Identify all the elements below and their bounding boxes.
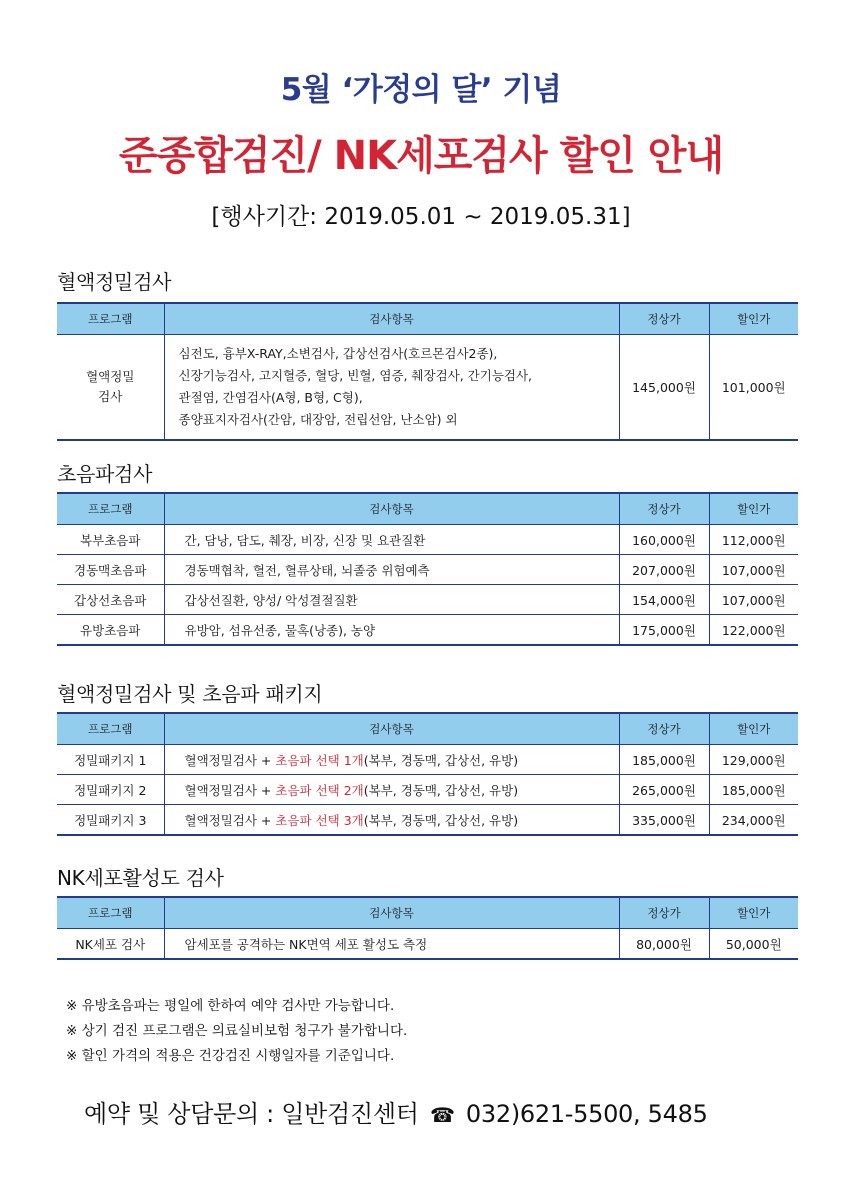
regular-price: 185,000원 xyxy=(619,745,709,775)
table-row xyxy=(57,585,798,615)
table-row xyxy=(57,805,798,836)
items-line: 종양표지자검사(간암, 대장암, 전립선암, 난소암) 외 xyxy=(178,412,458,427)
table-row xyxy=(57,555,798,585)
section-title-blood: 혈액정밀검사 xyxy=(57,270,172,294)
items-line: 관절염, 간염검사(A형, B형, C형), xyxy=(178,390,363,405)
program-line: 혈액정밀 xyxy=(86,369,135,384)
note-item: ※ 할인 가격의 적용은 건강검진 시행일자를 기준입니다. xyxy=(66,1048,395,1064)
program-cell: 정밀패키지 3 xyxy=(57,805,164,836)
regular-price: 207,000원 xyxy=(619,555,709,585)
contact-label: 예약 및 상담문의 : 일반검진센터 xyxy=(84,1100,419,1128)
note-item: ※ 상기 검진 프로그램은 의료실비보험 청구가 불가합니다. xyxy=(66,1023,408,1039)
items-text: (복부, 경동맥, 갑상선, 유방) xyxy=(363,752,519,768)
col-items: 검사항목 xyxy=(164,493,619,525)
section-title-ultrasound: 초음파검사 xyxy=(57,462,153,486)
regular-price: 80,000원 xyxy=(619,929,709,960)
table-blood xyxy=(57,302,798,441)
items-text: 혈액정밀검사 + xyxy=(184,782,276,798)
note-item: ※ 유방초음파는 평일에 한하여 예약 검사만 가능합니다. xyxy=(66,998,395,1014)
col-discount: 할인가 xyxy=(709,897,798,929)
table-row xyxy=(57,929,798,960)
program-cell: 정밀패키지 1 xyxy=(57,745,164,775)
table-ultrasound xyxy=(57,492,798,646)
regular-price: 154,000원 xyxy=(619,585,709,615)
items-cell: 유방암, 섬유선종, 물혹(낭종), 농양 xyxy=(164,615,619,646)
items-highlight: 초음파 선택 1개 xyxy=(275,752,364,768)
col-regular: 정상가 xyxy=(619,493,709,525)
items-line: 심전도, 흉부X-RAY,소변검사, 갑상선검사(호르몬검사2종), xyxy=(178,346,498,361)
items-cell xyxy=(164,745,619,775)
discount-price: 50,000원 xyxy=(709,929,798,960)
table-nk xyxy=(57,896,798,960)
discount-price: 234,000원 xyxy=(709,805,798,836)
discount-price: 122,000원 xyxy=(709,615,798,646)
col-regular: 정상가 xyxy=(619,713,709,745)
table-header xyxy=(57,303,798,335)
col-regular: 정상가 xyxy=(619,897,709,929)
items-text: (복부, 경동맥, 갑상선, 유방) xyxy=(363,782,519,798)
table-header xyxy=(57,713,798,745)
col-program: 프로그램 xyxy=(57,713,164,745)
discount-price: 101,000원 xyxy=(709,335,798,441)
program-cell: 복부초음파 xyxy=(57,525,164,555)
phone-icon: ☎ xyxy=(429,1103,455,1127)
items-cell: 경동맥협착, 혈전, 혈류상태, 뇌졸중 위험예측 xyxy=(164,555,619,585)
program-cell: 유방초음파 xyxy=(57,615,164,646)
section-title-package: 혈액정밀검사 및 초음파 패키지 xyxy=(57,682,323,706)
items-text: 혈액정밀검사 + xyxy=(184,812,276,828)
items-cell: 간, 담낭, 담도, 췌장, 비장, 신장 및 요관질환 xyxy=(164,525,619,555)
col-discount: 할인가 xyxy=(709,493,798,525)
table-row xyxy=(57,335,798,441)
program-cell: 경동맥초음파 xyxy=(57,555,164,585)
discount-price: 112,000원 xyxy=(709,525,798,555)
items-text: 혈액정밀검사 + xyxy=(184,752,276,768)
regular-price: 335,000원 xyxy=(619,805,709,836)
table-row xyxy=(57,525,798,555)
table-header xyxy=(57,493,798,525)
items-cell xyxy=(164,775,619,805)
regular-price: 145,000원 xyxy=(619,335,709,441)
table-header xyxy=(57,897,798,929)
contact-phone: 032)621-5500, 5485 xyxy=(465,1100,708,1128)
col-items: 검사항목 xyxy=(164,303,619,335)
notes xyxy=(66,994,407,1069)
table-row xyxy=(57,745,798,775)
regular-price: 160,000원 xyxy=(619,525,709,555)
items-cell xyxy=(164,805,619,836)
items-cell: 갑상선질환, 양성/ 악성결절질환 xyxy=(164,585,619,615)
items-text: (복부, 경동맥, 갑상선, 유방) xyxy=(363,812,519,828)
discount-price: 129,000원 xyxy=(709,745,798,775)
discount-price: 185,000원 xyxy=(709,775,798,805)
col-discount: 할인가 xyxy=(709,303,798,335)
col-items: 검사항목 xyxy=(164,713,619,745)
col-regular: 정상가 xyxy=(619,303,709,335)
items-line: 신장기능검사, 고지혈증, 혈당, 빈혈, 염증, 췌장검사, 간기능검사, xyxy=(178,368,533,383)
col-discount: 할인가 xyxy=(709,713,798,745)
event-period: [행사기간: 2019.05.01 ~ 2019.05.31] xyxy=(211,204,631,230)
headline-main: 준종합검진/ NK세포검사 할인 안내 xyxy=(118,133,724,179)
program-cell: 정밀패키지 2 xyxy=(57,775,164,805)
section-title-nk: NK세포활성도 검사 xyxy=(57,866,224,890)
discount-price: 107,000원 xyxy=(709,555,798,585)
program-cell xyxy=(57,335,164,441)
headline-month: 5월 ‘가정의 달’ 기념 xyxy=(280,72,562,108)
program-cell: 갑상선초음파 xyxy=(57,585,164,615)
items-highlight: 초음파 선택 3개 xyxy=(275,812,364,828)
program-cell: NK세포 검사 xyxy=(57,929,164,960)
col-program: 프로그램 xyxy=(57,897,164,929)
table-package xyxy=(57,712,798,836)
contact-line xyxy=(84,1094,708,1129)
regular-price: 175,000원 xyxy=(619,615,709,646)
items-cell: 암세포를 공격하는 NK면역 세포 활성도 측정 xyxy=(164,929,619,960)
discount-price: 107,000원 xyxy=(709,585,798,615)
regular-price: 265,000원 xyxy=(619,775,709,805)
table-row xyxy=(57,615,798,646)
col-program: 프로그램 xyxy=(57,303,164,335)
items-cell xyxy=(164,335,619,441)
col-program: 프로그램 xyxy=(57,493,164,525)
program-line: 검사 xyxy=(98,389,123,404)
items-highlight: 초음파 선택 2개 xyxy=(275,782,364,798)
col-items: 검사항목 xyxy=(164,897,619,929)
table-row xyxy=(57,775,798,805)
